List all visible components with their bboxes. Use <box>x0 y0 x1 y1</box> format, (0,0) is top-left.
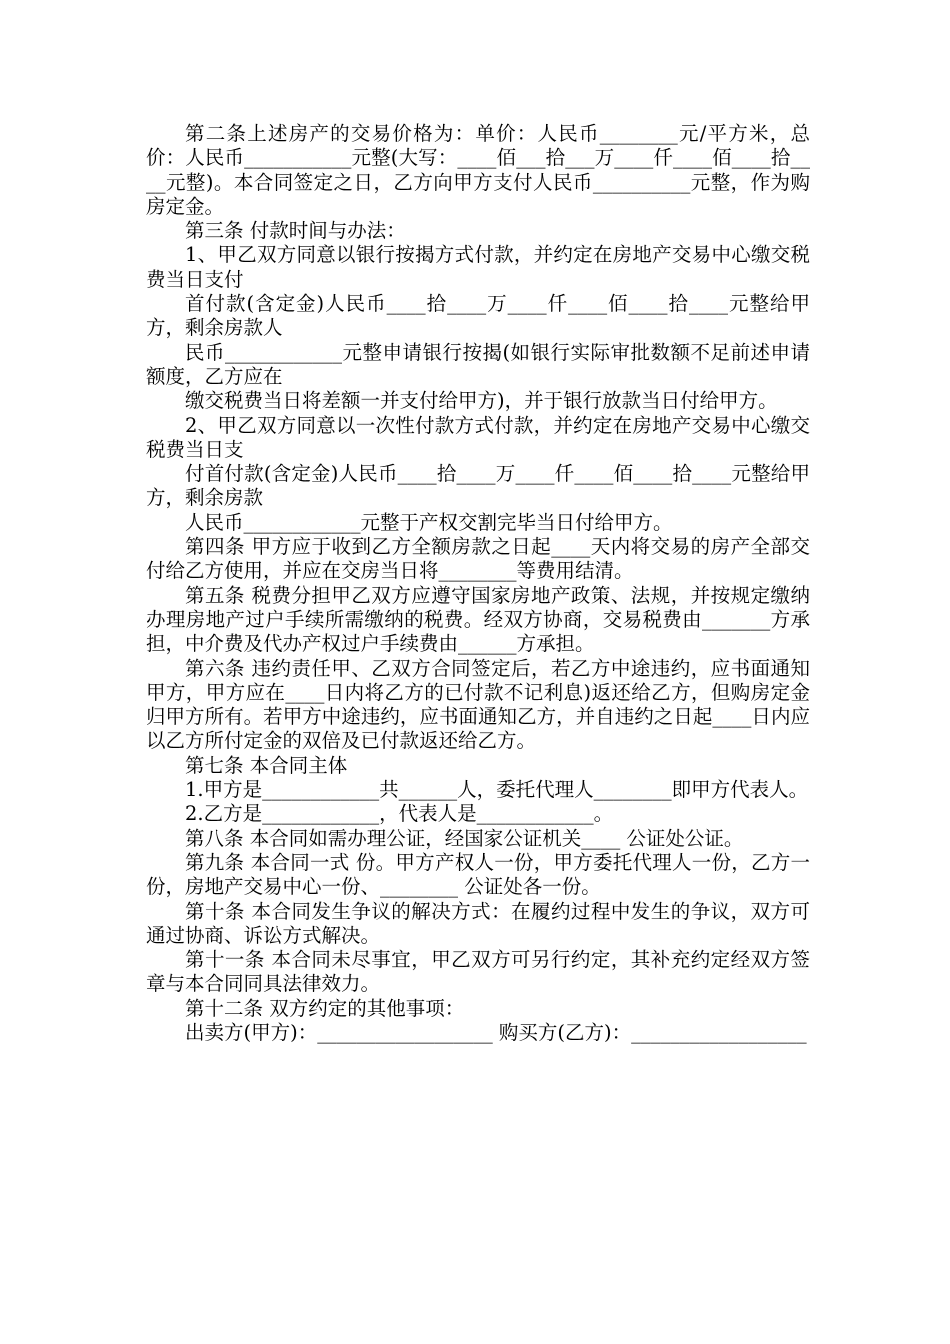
article-8-notarization: 第八条 本合同如需办理公证，经国家公证机关____ 公证处公证。 <box>185 826 744 850</box>
article-10-disputes: 第十条 本合同发生争议的解决方式：在履约过程中发生的争议，双方可通过协商、诉讼方式解决。 <box>146 899 810 947</box>
article-6-breach: 第六条 违约责任甲、乙双方合同签定后，若乙方中途违约，应书面通知甲方，甲方应在____日内将乙方的已付款不记利息)返还给乙方，但购房定金归甲方所有。若甲方中途违约，应书面通知乙方，并自违约之日起____日内应以乙方所付定金的双倍及已付款返还给乙方。 <box>146 656 810 753</box>
article-3-title: 第三条 付款时间与办法： <box>185 219 406 243</box>
article-2-price: 第二条上述房产的交易价格为：单价：人民币________元/平方米，总价：人民币___________元整(大写：____佰___拾___万____仟____佰____拾____元整)。本合同签定之日，乙方向甲方支付人民币__________元整，作为购房定金。 <box>146 122 810 218</box>
article-7-party-a: 1.甲方是____________共______人，委托代理人________即甲方代表人。 <box>185 778 809 802</box>
contract-body <box>146 122 810 1045</box>
article-12-other-matters: 第十二条 双方约定的其他事项： <box>185 996 465 1020</box>
signature-line: 出卖方(甲方)：__________________ 购买方(乙方)：__________________ <box>185 1020 807 1044</box>
article-3-clause-2: 2、甲乙双方同意以一次性付款方式付款，并约定在房地产交易中心缴交税费当日支 <box>146 413 810 461</box>
article-11-supplement: 第十一条 本合同未尽事宜，甲乙双方可另行约定，其补充约定经双方签章与本合同同具法律效力。 <box>146 948 810 996</box>
article-7-party-b: 2.乙方是____________，代表人是____________。 <box>185 802 614 826</box>
article-7-title: 第七条 本合同主体 <box>185 753 348 777</box>
article-5-taxes: 第五条 税费分担甲乙双方应遵守国家房地产政策、法规，并按规定缴纳办理房地产过户手续所需缴纳的税费。经双方协商，交易税费由_______方承担，中介费及代办产权过户手续费由______方承担。 <box>146 583 810 656</box>
article-3-clause-1-balance: 缴交税费当日将差额一并支付给甲方)，并于银行放款当日付给甲方。 <box>185 389 778 413</box>
article-9-copies: 第九条 本合同一式 份。甲方产权人一份，甲方委托代理人一份，乙方一份，房地产交易中心一份、________ 公证处各一份。 <box>146 850 810 899</box>
article-3-clause-2-balance: 人民币____________元整于产权交割完毕当日付给甲方。 <box>185 510 673 534</box>
article-3-clause-1: 1、甲乙双方同意以银行按揭方式付款，并约定在房地产交易中心缴交税费当日支付 <box>146 243 810 291</box>
article-3-clause-2-down-payment: 付首付款(含定金)人民币____拾____万____仟____佰____拾____元整给甲方，剩余房款 <box>146 462 810 510</box>
article-3-clause-1-down-payment: 首付款(含定金)人民币____拾____万____仟____佰____拾____元整给甲方，剩余房款人 <box>146 292 810 340</box>
article-4-delivery: 第四条 甲方应于收到乙方全额房款之日起____天内将交易的房产全部交付给乙方使用，并应在交房当日将________等费用结清。 <box>146 535 810 583</box>
article-3-clause-1-mortgage: 民币____________元整申请银行按揭(如银行实际审批数额不足前述申请额度，乙方应在 <box>146 340 810 388</box>
